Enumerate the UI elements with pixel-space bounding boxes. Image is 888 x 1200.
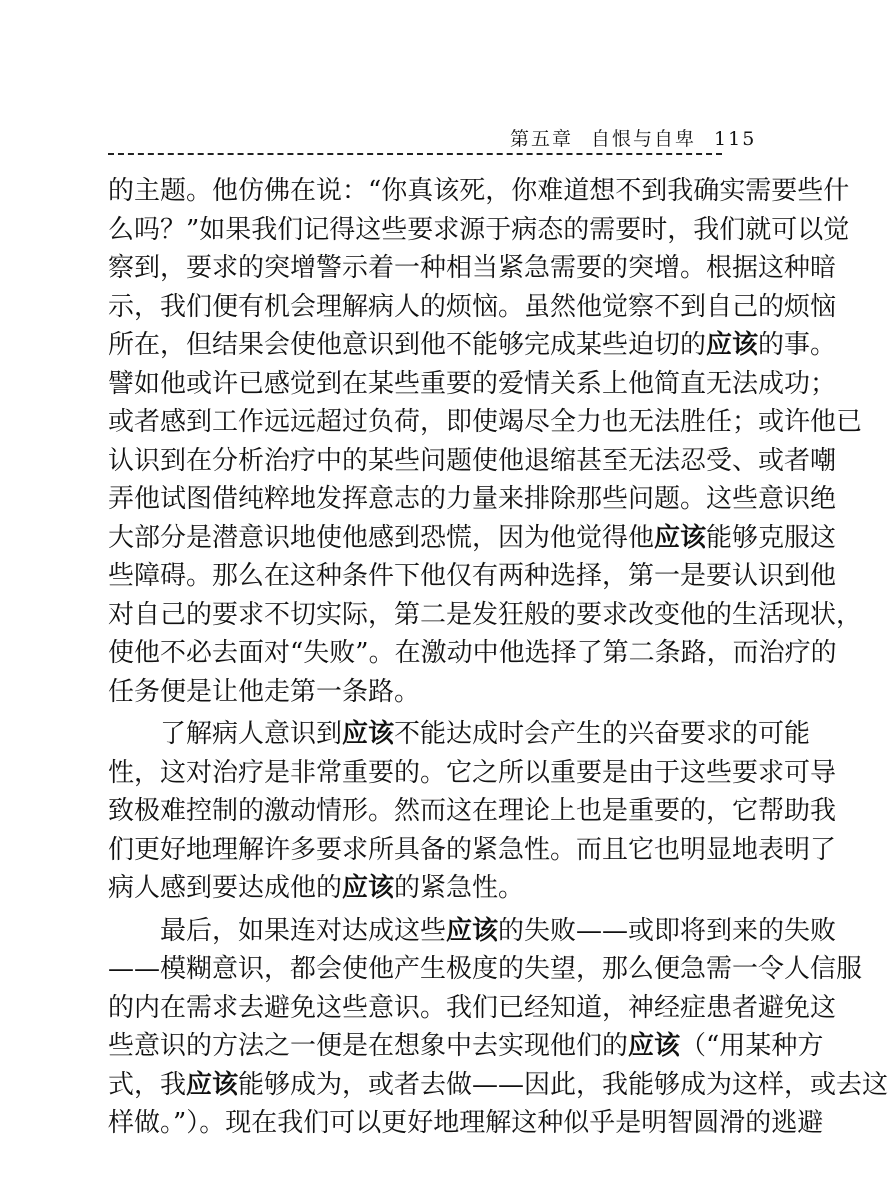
text-line: 们更好地理解许多要求所具备的紧急性。而且它也明显地表明了 xyxy=(108,834,837,865)
text-line: 病人感到要达成他的应该的紧急性。 xyxy=(108,873,525,903)
text-line: 任务便是让他走第一条路。 xyxy=(108,676,421,707)
emphasis-term: 应该 xyxy=(706,330,759,360)
emphasis-term: 应该 xyxy=(628,1031,681,1061)
text-line: 使他不必去面对“失败”。在激动中他选择了第二条路，而治疗的 xyxy=(108,638,837,668)
body-text xyxy=(108,172,888,1143)
text-line: 么吗？”如果我们记得这些要求源于病态的需要时，我们就可以觉 xyxy=(108,214,850,245)
text-line: 的主题。他仿佛在说：“你真该死，你难道想不到我确实需要些什 xyxy=(108,176,850,206)
text-line: 最后，如果连对达成这些应该的失败——或即将到来的失败 xyxy=(160,915,837,946)
text-line: 譬如他或许已感觉到在某些重要的爱情关系上他简直无法成功； xyxy=(108,368,837,399)
text-line: 大部分是潜意识地使他感到恐慌，因为他觉得他应该能够克服这 xyxy=(108,522,837,553)
text-line: 性，这对治疗是非常重要的。它之所以重要是由于这些要求可导 xyxy=(108,757,837,788)
text-line: 致极难控制的激动情形。然而这在理论上也是重要的，它帮助我 xyxy=(108,796,837,826)
text-line: 认识到在分析治疗中的某些问题使他退缩甚至无法忍受、或者嘲 xyxy=(108,445,837,476)
text-line: 些意识的方法之一便是在想象中去实现他们的应该（“用某种方 xyxy=(108,1031,824,1061)
text-line: 察到，要求的突增警示着一种相当紧急需要的突增。根据这种暗 xyxy=(108,253,837,283)
running-head xyxy=(510,124,756,151)
text-line: 或者感到工作远远超过负荷，即使竭尽全力也无法胜任；或许他已 xyxy=(108,407,863,437)
emphasis-term: 应该 xyxy=(342,873,395,903)
text-line: ——模糊意识，都会使他产生极度的失望，那么便急需一令人信服 xyxy=(108,954,863,984)
text-line: 所在，但结果会使他意识到他不能够完成某些迫切的应该的事。 xyxy=(108,330,837,360)
emphasis-term: 应该 xyxy=(446,915,499,946)
emphasis-term: 应该 xyxy=(654,522,707,553)
text-line: 了解病人意识到应该不能达成时会产生的兴奋要求的可能 xyxy=(160,719,811,749)
text-line: 示，我们便有机会理解病人的烦恼。虽然他觉察不到自己的烦恼 xyxy=(108,291,837,322)
text-line: 样做。”）。现在我们可以更好地理解这种似乎是明智圆滑的逃避 xyxy=(108,1108,824,1138)
section-title: 自恨与自卑 xyxy=(591,128,697,150)
emphasis-term: 应该 xyxy=(186,1069,239,1100)
text-line: 弄他试图借纯粹地发挥意志的力量来排除那些问题。这些意识绝 xyxy=(108,484,837,514)
text-line: 式，我应该能够成为，或者去做——因此，我能够成为这样，或去这 xyxy=(108,1069,888,1100)
text-line: 些障碍。那么在这种条件下他仅有两种选择，第一是要认识到他 xyxy=(108,561,837,591)
text-line: 对自己的要求不切实际，第二是发狂般的要求改变他的生活现状， xyxy=(108,599,863,630)
emphasis-term: 应该 xyxy=(342,719,395,749)
page-number: 115 xyxy=(714,128,757,150)
chapter-label: 第五章 xyxy=(510,128,574,150)
header-rule xyxy=(108,153,722,155)
text-line: 的内在需求去避免这些意识。我们已经知道，神经症患者避免这 xyxy=(108,992,837,1023)
